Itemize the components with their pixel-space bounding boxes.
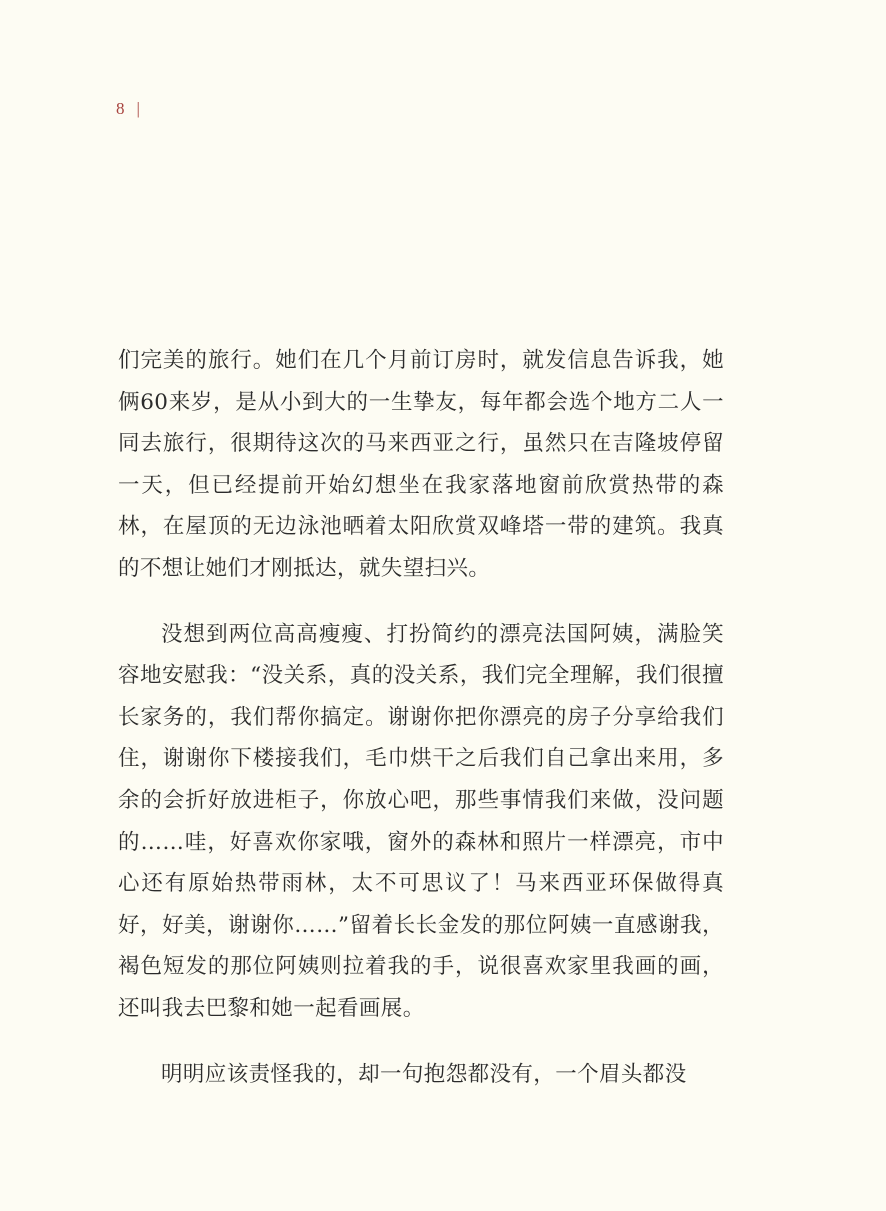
paragraph-1: 们完美的旅行。她们在几个月前订房时，就发信息告诉我，她俩60来岁，是从小到大的一生挚友，每年都会选个地方二人一同去旅行，很期待这次的马来西亚之行，虽然只在吉隆坡停留一天，但已经提前开始幻想坐在我家落地窗前欣赏热带的森林，在屋顶的无边泳池晒着太阳欣赏双峰塔一带的建筑。我真的不想让她们才刚抵达，就失望扫兴。 [118,348,724,581]
page-number: 8 [116,99,125,118]
page-header [116,97,140,121]
paragraph-3: 明明应该责怪我的，却一句抱怨都没有，一个眉头都没 [161,1061,687,1087]
header-separator: | [136,99,140,118]
paragraph-2: 没想到两位高高瘦瘦、打扮简约的漂亮法国阿姨，满脸笑容地安慰我：“没关系，真的没关系，我们完全理解，我们很擅长家务的，我们帮你搞定。谢谢你把你漂亮的房子分享给我们住，谢谢你下楼接我们，毛巾烘干之后我们自己拿出来用，多余的会折好放进柜子，你放心吧，那些事情我们来做，没问题的……哇，好喜欢你家哦，窗外的森林和照片一样漂亮，市中心还有原始热带雨林，太不可思议了！马来西亚环保做得真好，好美，谢谢你……”留着长长金发的那位阿姨一直感谢我，褐色短发的那位阿姨则拉着我的手，说很喜欢家里我画的画，还叫我去巴黎和她一起看画展。 [118,621,724,1021]
body-text [118,340,724,1119]
